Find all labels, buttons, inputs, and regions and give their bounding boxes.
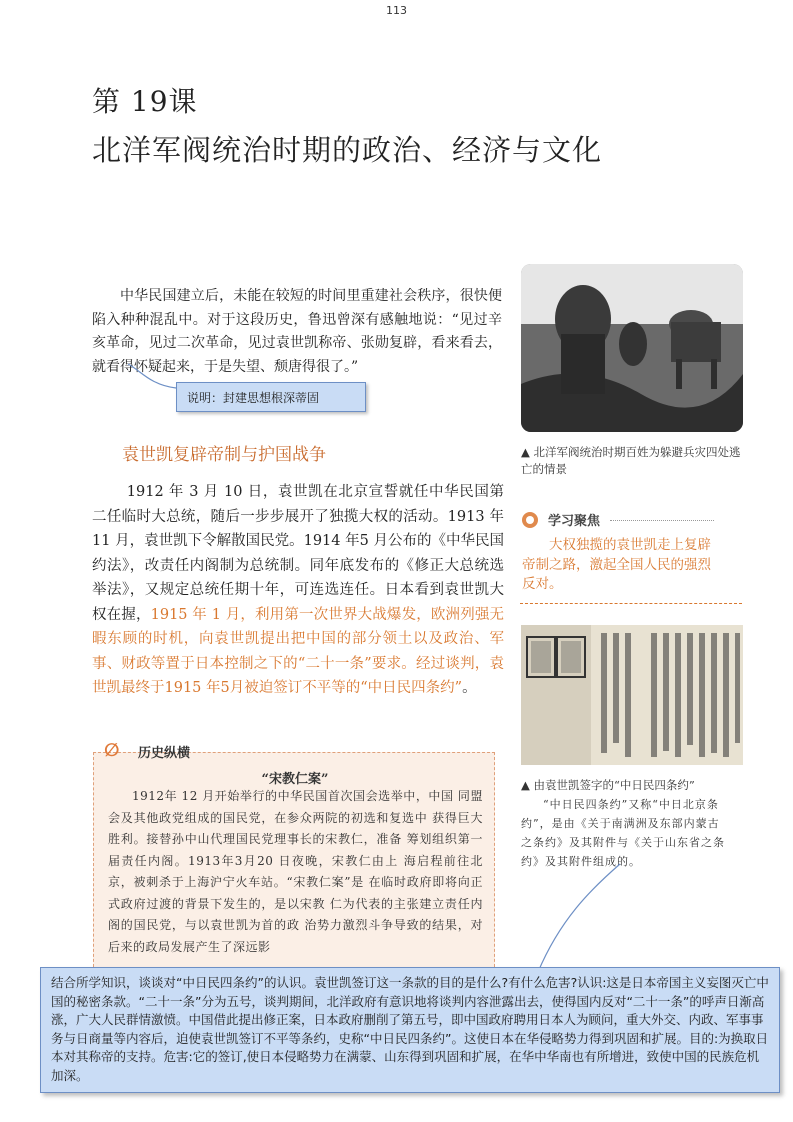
lesson-title: 北洋军阀统治时期的政治、经济与文化 xyxy=(92,133,603,167)
intro-paragraph: 中华民国建立后，未能在较短的时间里重建社会秩序，很快便陷入种种混乱中。对于这段历史，鲁迅曾深有感触地说：“见过辛亥革命，见过二次革命，见过袁世凯称帝、张勋复辟，看来看去，就看得怀疑起来，于是失望、颓唐得很了。” xyxy=(92,288,502,375)
photo2-caption: ▲ 由袁世凯签字的“中日民四条约” xyxy=(521,778,695,792)
photo2-note: “中日民四条约”又称“中日北京条约”，是由《关于南满洲及东部内蒙古之条约》及其附件与《关于山东省之条约》及其附件组成的。 xyxy=(521,798,725,868)
page-number: 113 xyxy=(386,4,407,17)
treaty-document-image xyxy=(521,625,743,765)
paragraph-end: 。 xyxy=(462,680,477,696)
focus-title: 学习聚焦 xyxy=(548,514,601,529)
paragraph-highlight: 1915 年 1 月，利用第一次世界大战爆发，欧洲列强无暇东顾的时机，向袁世凯提出把中国的部分领土以及政治、军事、财政等置于日本控制之下的“二十一条”要求。经过谈判，袁世凯最终于1915 年5月被迫签订不平等的“中日民四条约” xyxy=(92,606,505,696)
history-heading: “宋教仁案” xyxy=(261,772,329,787)
focus-divider xyxy=(610,520,714,521)
history-text: 1912年 12 月开始举行的中华民国首次国会选举中，中国 同盟会及其他政党组成的国民党，在参众两院的初选和复选中 获得巨大胜利。接替孙中山代理国民党理事长的宋教仁，准备 筹划组织第一届责任内阁。1913年3月20 日夜晚，宋教仁由上 海启程前往北京，被刺杀于上海沪宁火车站。“宋教仁案”是 在临时政府即将向正式政府过渡的背景下发生的，是以宋教 仁为代表的主张建立责任内阁的国民党，与以袁世凯为首的政 治势力激烈斗争导致的结果，对后来的政局发展产生了深远影 xyxy=(108,789,483,954)
note-callout: 说明：封建思想根深蒂固 xyxy=(176,382,366,412)
answer-callout: 结合所学知识，谈谈对“中日民四条约”的认识。袁世凯签订这一条款的目的是什么?有什么危害?认识:这是日本帝国主义妄图灭亡中国的秘密条款。“二十一条”分为五号，谈判期间，北洋政府有意识地将谈判内容泄露出去，使得国内反对“二十一条”的呼声日渐高涨，广大人民群情激愤。中国借此提出修正案，日本政府删削了第五号，即中国政府聘用日本人为顾问，重大外交、内政、军事事务与日商量等内容后，迫使袁世凯签订不平等条约，史称“中日民四条约”。这使日本在华侵略势力得到巩固和扩展。目的:为换取日本对其称帝的支持。危害:它的签订,使日本侵略势力在满蒙、山东得到巩固和扩展，在华中华南也有所增进，致使中国的民族危机加深。 xyxy=(40,967,780,1093)
focus-icon xyxy=(522,512,538,528)
section-heading: 袁世凯复辟帝制与护国战争 xyxy=(122,445,326,465)
focus-separator xyxy=(520,603,742,604)
lesson-number: 第 19课 xyxy=(92,85,198,118)
photo1-caption: ▲ 北洋军阀统治时期百姓为躲避兵灾四处逃亡的情景 xyxy=(521,445,741,476)
section-paragraph xyxy=(92,480,504,701)
history-icon: ∅ xyxy=(104,740,120,761)
study-focus-header xyxy=(522,510,714,530)
focus-text: 大权独揽的袁世凯走上复辟帝制之路，激起全国人民的强烈反对。 xyxy=(522,537,711,592)
paragraph-plain: 1912 年 3 月 10 日，袁世凯在北京宣誓就任中华民国第二任临时大总统，随后一步步展开了独揽大权的活动。1913 年 11 月，袁世凯下令解散国民党。1914 年5 月公布的《中华民国约法》，改责任内阁制为总统制。同年底发布的《修正大总统选举法》，又规定总统任期十年，可连选连任。日本看到袁世凯大权在握， xyxy=(92,484,504,623)
refugee-photo xyxy=(521,264,743,432)
answer-callout-pointer xyxy=(520,860,630,980)
history-label: 历史纵横 xyxy=(138,746,191,761)
